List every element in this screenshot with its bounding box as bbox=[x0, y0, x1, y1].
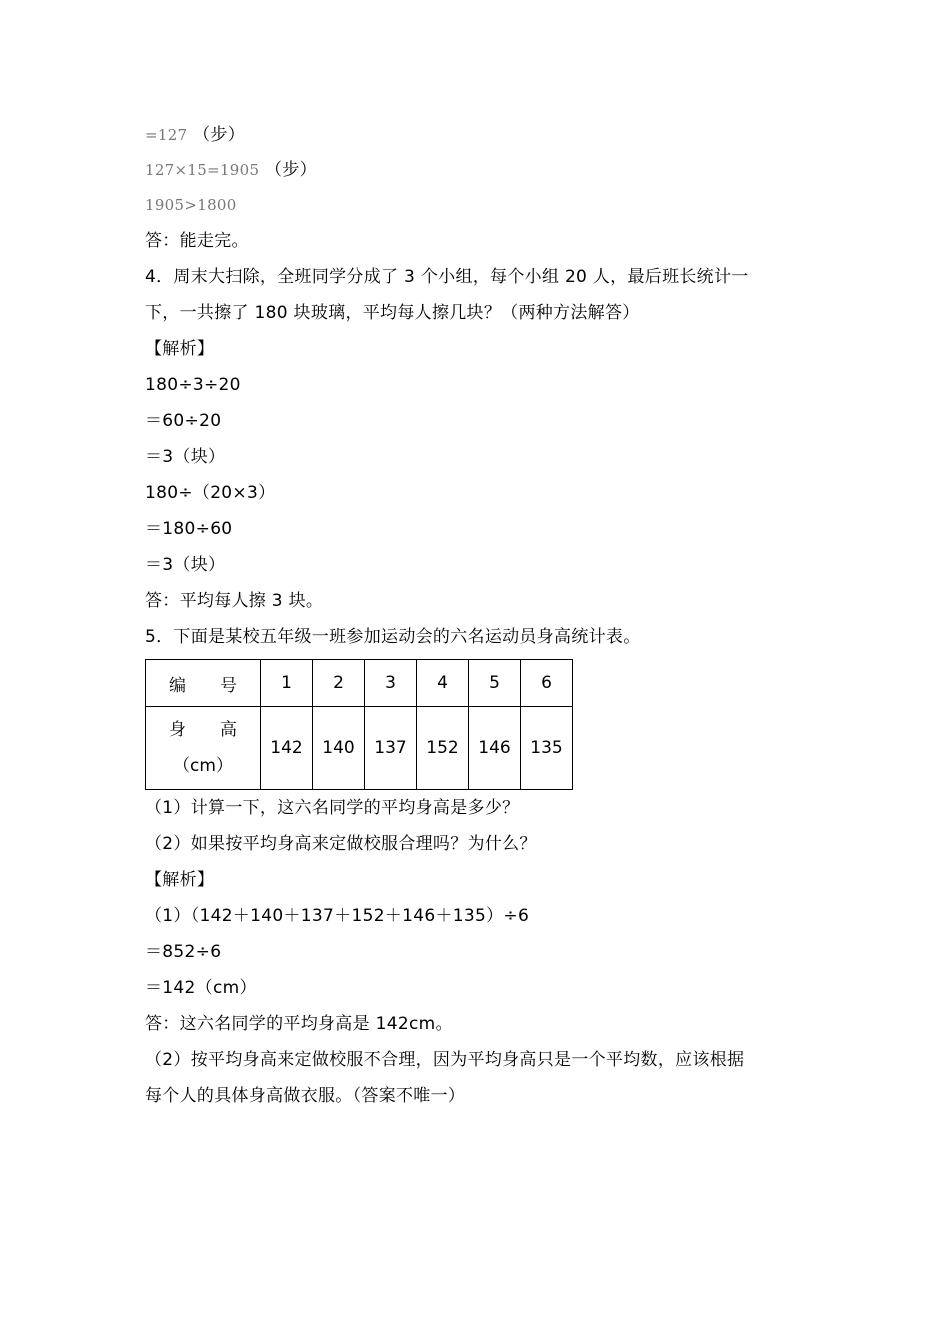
calc-line bbox=[145, 118, 815, 153]
answer-3: 答：能走完。 bbox=[145, 231, 249, 251]
calc-unit: （步） bbox=[193, 125, 246, 145]
table-header-label: 编 号 bbox=[146, 660, 261, 707]
q4-step: ＝60÷20 bbox=[145, 411, 222, 431]
q4-step: 180÷3÷20 bbox=[145, 375, 241, 395]
q5-step: （1）（142＋140＋137＋152＋146＋135）÷6 bbox=[145, 906, 530, 926]
table-cell-id: 2 bbox=[313, 660, 365, 707]
calc-expression: 1905>1800 bbox=[145, 196, 237, 214]
table-cell-height: 135 bbox=[521, 707, 573, 790]
height-table bbox=[145, 659, 573, 790]
table-cell-id: 6 bbox=[521, 660, 573, 707]
table-cell-height: 137 bbox=[365, 707, 417, 790]
calc-line bbox=[145, 188, 815, 223]
q4-question-line2: 下，一共擦了 180 块玻璃，平均每人擦几块？（两种方法解答） bbox=[145, 303, 640, 323]
q5-answer2-line2: 每个人的具体身高做衣服。（答案不唯一） bbox=[145, 1086, 466, 1106]
table-cell-height: 140 bbox=[313, 707, 365, 790]
row-label-line1: 身 高 bbox=[169, 720, 237, 740]
table-cell-height: 146 bbox=[469, 707, 521, 790]
q5-question: 5．下面是某校五年级一班参加运动会的六名运动员身高统计表。 bbox=[145, 627, 641, 647]
table-cell-id: 1 bbox=[261, 660, 313, 707]
table-row-label bbox=[146, 707, 261, 790]
table-cell-height: 142 bbox=[261, 707, 313, 790]
table-row-heights bbox=[146, 707, 573, 790]
document-page bbox=[145, 118, 815, 1114]
table-cell-height: 152 bbox=[417, 707, 469, 790]
q5-step: ＝852÷6 bbox=[145, 942, 222, 962]
q4-question-line1: 4．周末大扫除，全班同学分成了 3 个小组，每个小组 20 人，最后班长统计一 bbox=[145, 267, 749, 287]
calc-expression: 127×15=1905 bbox=[145, 161, 260, 179]
q4-step: ＝3（块） bbox=[145, 555, 226, 575]
q5-sub2: （2）如果按平均身高来定做校服合理吗？为什么？ bbox=[145, 834, 537, 854]
q5-answer2-line1: （2）按平均身高来定做校服不合理，因为平均身高只是一个平均数，应该根据 bbox=[145, 1050, 745, 1070]
q5-answer1: 答：这六名同学的平均身高是 142cm。 bbox=[145, 1014, 453, 1034]
q5-step: ＝142（cm） bbox=[145, 978, 257, 998]
table-row-ids bbox=[146, 660, 573, 707]
q5-sub1: （1）计算一下，这六名同学的平均身高是多少？ bbox=[145, 798, 520, 818]
table-cell-id: 5 bbox=[469, 660, 521, 707]
table-cell-id: 3 bbox=[365, 660, 417, 707]
calc-line bbox=[145, 153, 815, 188]
table-cell-id: 4 bbox=[417, 660, 469, 707]
q4-analysis-label: 【解析】 bbox=[145, 339, 215, 359]
calc-expression: =127 bbox=[145, 126, 188, 144]
q4-step: 180÷（20×3） bbox=[145, 483, 276, 503]
q4-step: ＝180÷60 bbox=[145, 519, 233, 539]
q5-analysis-label: 【解析】 bbox=[145, 870, 215, 890]
q4-answer: 答：平均每人擦 3 块。 bbox=[145, 591, 324, 611]
q4-step: ＝3（块） bbox=[145, 447, 226, 467]
calc-unit: （步） bbox=[265, 160, 317, 180]
row-label-line2: （cm） bbox=[173, 756, 233, 776]
